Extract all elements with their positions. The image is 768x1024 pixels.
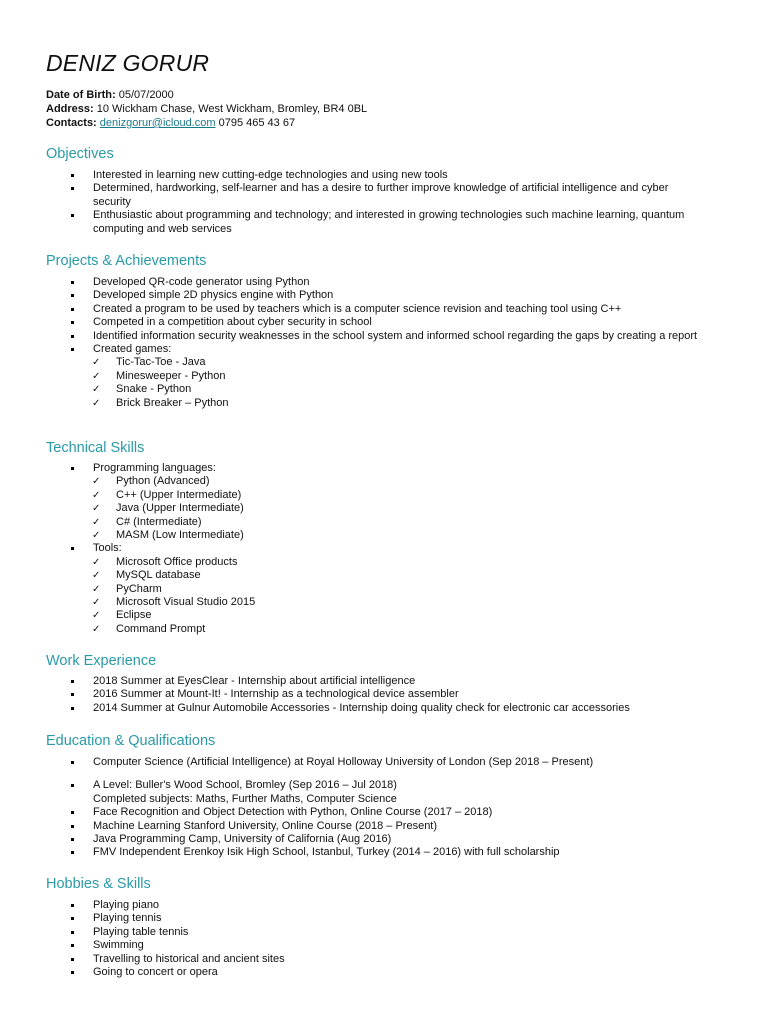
list-item: Machine Learning Stanford University, Online Course (2018 – Present) xyxy=(0,820,709,833)
language-item: ✓ Java (Upper Intermediate) xyxy=(0,502,709,515)
list-item: Identified information security weaknesses in the school system and informed school regarding the gaps by creating a report xyxy=(0,330,709,343)
phone-number: 0795 465 43 67 xyxy=(218,117,296,129)
address-value: 10 Wickham Chase, West Wickham, Bromley, BR4 0BL xyxy=(96,103,368,115)
projects-list xyxy=(0,276,709,410)
tool-item: ✓ Eclipse xyxy=(0,609,709,622)
address-label: Address: xyxy=(46,103,94,115)
list-item: Playing tennis xyxy=(0,912,709,925)
list-item: Going to concert or opera xyxy=(0,966,709,979)
list-item: Determined, hardworking, self-learner and has a desire to further improve knowledge of artificial intelligence and cyber security xyxy=(0,182,709,209)
section-title-projects: Projects & Achievements xyxy=(46,253,207,269)
game-item: ✓ Minesweeper - Python xyxy=(0,370,709,383)
language-item: ✓ C++ (Upper Intermediate) xyxy=(0,489,709,502)
tool-item: ✓ MySQL database xyxy=(0,569,709,582)
dob-line xyxy=(46,88,367,102)
contacts-line xyxy=(46,116,367,130)
tool-item: ✓ Microsoft Visual Studio 2015 xyxy=(0,596,709,609)
section-title-objectives: Objectives xyxy=(46,146,114,162)
list-item: 2018 Summer at EyesClear - Internship about artificial intelligence xyxy=(0,675,709,688)
section-title-work: Work Experience xyxy=(46,653,157,669)
list-item: FMV Independent Erenkoy Isik High School, Istanbul, Turkey (2014 – 2016) with full scholarship xyxy=(0,846,709,859)
education-list xyxy=(0,756,709,860)
list-item: Enthusiastic about programming and technology; and interested in growing technologies such machine learning, quantum computing and web services xyxy=(0,209,709,236)
list-item: Swimming xyxy=(0,939,709,952)
tool-item: ✓ PyCharm xyxy=(0,583,709,596)
language-item: ✓ MASM (Low Intermediate) xyxy=(0,529,709,542)
dob-label: Date of Birth: xyxy=(46,89,116,101)
contacts-label: Contacts: xyxy=(46,117,97,129)
work-list xyxy=(0,675,709,715)
list-item: Java Programming Camp, University of California (Aug 2016) xyxy=(0,833,709,846)
section-title-hobbies: Hobbies & Skills xyxy=(46,876,151,892)
list-item: Tools: xyxy=(0,542,709,555)
list-item: Developed simple 2D physics engine with Python xyxy=(0,289,709,302)
alevel-school: A Level: Buller's Wood School, Bromley (Sep 2016 – Jul 2018) xyxy=(93,779,397,792)
hobbies-list xyxy=(0,899,709,979)
game-item: ✓ Snake - Python xyxy=(0,383,709,396)
section-title-skills: Technical Skills xyxy=(46,440,145,456)
list-item: Playing table tennis xyxy=(0,926,709,939)
list-item: Playing piano xyxy=(0,899,709,912)
email-link[interactable]: denizgorur@icloud.com xyxy=(99,117,216,129)
list-item: Programming languages: xyxy=(0,462,709,475)
list-item: 2014 Summer at Gulnur Automobile Accessories - Internship doing quality check for electronic car accessories xyxy=(0,702,709,715)
personal-info xyxy=(46,88,367,130)
objectives-list xyxy=(0,169,709,236)
list-item xyxy=(0,779,709,806)
section-title-education: Education & Qualifications xyxy=(46,733,216,749)
list-item: Created a program to be used by teachers which is a computer science revision and teaching tool using C++ xyxy=(0,303,709,316)
list-item: Travelling to historical and ancient sites xyxy=(0,953,709,966)
candidate-name: DENIZ GORUR xyxy=(46,50,210,76)
game-item: ✓ Brick Breaker – Python xyxy=(0,397,709,410)
address-line xyxy=(46,102,367,116)
dob-value: 05/07/2000 xyxy=(118,89,174,101)
game-item: ✓ Tic-Tac-Toe - Java xyxy=(0,356,709,369)
list-item: Developed QR-code generator using Python xyxy=(0,276,709,289)
list-item: Face Recognition and Object Detection with Python, Online Course (2017 – 2018) xyxy=(0,806,709,819)
list-item: Competed in a competition about cyber security in school xyxy=(0,316,709,329)
skills-list xyxy=(0,462,709,636)
language-item: ✓ C# (Intermediate) xyxy=(0,516,709,529)
tool-item: ✓ Command Prompt xyxy=(0,623,709,636)
list-item: 2016 Summer at Mount-It! - Internship as a technological device assembler xyxy=(0,688,709,701)
list-item: Interested in learning new cutting-edge technologies and using new tools xyxy=(0,169,709,182)
language-item: ✓ Python (Advanced) xyxy=(0,475,709,488)
alevel-subjects: Completed subjects: Maths, Further Maths, Computer Science xyxy=(93,792,397,805)
list-item: Created games: xyxy=(0,343,709,356)
list-item: Computer Science (Artificial Intelligence) at Royal Holloway University of London (Sep 2018 – Present) xyxy=(0,756,709,769)
tool-item: ✓ Microsoft Office products xyxy=(0,556,709,569)
